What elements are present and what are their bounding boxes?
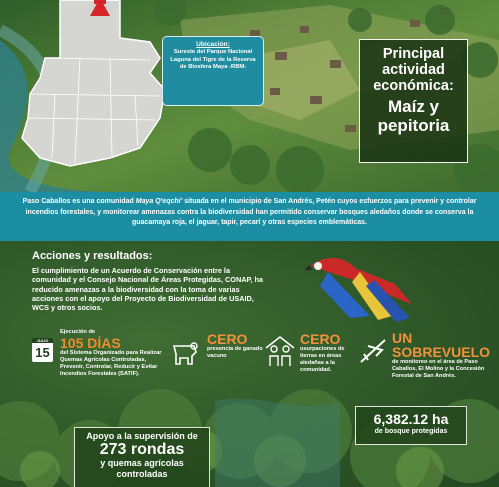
stat-land-value: CERO — [300, 331, 341, 347]
stat-cattle — [207, 332, 265, 360]
stat-cattle-value: CERO — [207, 331, 248, 347]
stat-flight-value: UN SOBREVUELO — [392, 330, 491, 360]
aerial-landscape — [0, 0, 499, 192]
stat-land — [300, 332, 360, 374]
location-text: Sureste del Parque Nacional Laguna del Tigre de la Reserva de Biosfera Maya -RBM- — [170, 49, 256, 71]
location-box — [162, 36, 264, 106]
guatemala-map — [0, 0, 175, 188]
rounds-box — [74, 427, 210, 487]
rounds-prefix: Apoyo a la supervisión de — [86, 431, 198, 441]
rounds-value: 273 rondas — [99, 441, 185, 458]
execution-value: 105 DÍAS — [60, 335, 121, 351]
location-title: Ubicación: — [196, 41, 230, 48]
intro-highlight: Maya Q'eqchi' — [135, 198, 183, 205]
calendar-icon — [32, 338, 53, 362]
stat-cattle-text: presencia de ganado vacuno — [207, 346, 263, 359]
intro-after: situada en el municipio de San Andrés, Petén cuyos esfuerzos para prevenir y controlar incendios forestales, y monitorear amenazas contra la biodiversidad han permitido conservar bosques aledaños donde se conserva la guacamaya roja, el jaguar, tapir, pecarí y otras especies emblemáticas. — [25, 198, 477, 226]
results-title: Acciones y resultados: — [32, 250, 153, 262]
forest-label: de bosque protegidas — [374, 428, 448, 435]
family-icon — [264, 334, 296, 368]
execution-text: del Sistema Organizado para Realizar Quemas Agrícolas Controladas, Prevenir, Controlar, Reducir y Evitar Incendios Forestales (SATIF). — [60, 350, 162, 377]
macaw-illustration — [300, 246, 420, 326]
stat-flight-text: de monitoreo en el área de Paso Caballos, El Molino y la Concesión Forestal de San Andrés. — [392, 359, 485, 379]
airplane-icon — [358, 336, 388, 366]
forest-value: 6,382.12 ha — [373, 411, 449, 427]
forest-box — [355, 406, 467, 445]
calendar-day: 15 — [35, 345, 50, 360]
activity-title: Principal actividad económica: — [373, 46, 454, 94]
execution-label: Ejecución de — [60, 329, 96, 335]
stat-land-text: usurpaciones de tierras en áreas aledañas a la comunidad. — [300, 346, 345, 373]
cow-icon — [170, 338, 200, 366]
execution-block — [60, 329, 165, 378]
intro-band — [0, 192, 499, 241]
activity-box — [359, 39, 468, 163]
intro-before: Paso Caballos es una comunidad — [22, 198, 136, 205]
stat-flight — [392, 330, 491, 380]
activity-value: Maíz y pepitoria — [377, 97, 450, 135]
calendar-month: JULIO — [36, 338, 49, 343]
rounds-suffix: y quemas agrícolas controladas — [100, 458, 184, 479]
results-body: El cumplimiento de un Acuerdo de Conservación entre la comunidad y el Consejo Nacional de Áreas Protegidas, CONAP, ha reducido amenazas a la biodiversidad con la toma de varias acciones con el apoyo del Proyecto de Biodiversidad de USAID, WCS y otros socios. — [32, 266, 263, 313]
